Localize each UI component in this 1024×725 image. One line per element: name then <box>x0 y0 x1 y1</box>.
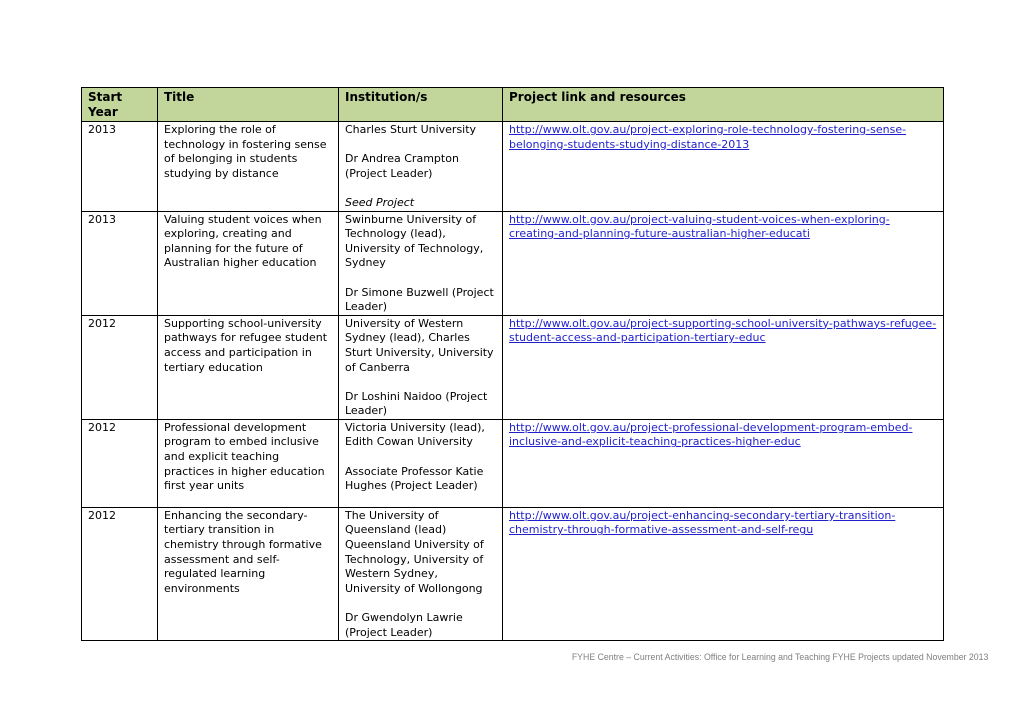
institution-text: The University of Queensland (lead) Queensland University of Technology, University of Western Sydney, University of Wollongong <box>345 508 484 595</box>
header-institutions: Institution/s <box>339 88 503 122</box>
institution-text: Swinburne University of Technology (lead), University of Technology, Sydney <box>345 212 484 270</box>
header-start-year: Start Year <box>82 88 158 122</box>
cell-year: 2012 <box>82 315 158 419</box>
cell-year: 2012 <box>82 419 158 507</box>
project-link[interactable]: http://www.olt.gov.au/project-enhancing-secondary-tertiary-transition-chemistry-through-formative-assessment-and-self-regu <box>509 508 896 537</box>
cell-title: Exploring the role of technology in fostering sense of belonging in students studying by distance <box>158 122 339 212</box>
cell-link <box>503 211 944 315</box>
header-project-link: Project link and resources <box>503 88 944 122</box>
project-link[interactable]: http://www.olt.gov.au/project-valuing-student-voices-when-exploring-creating-and-planning-future-australian-higher-educati <box>509 212 890 241</box>
cell-year: 2012 <box>82 507 158 640</box>
cell-institution <box>339 507 503 640</box>
project-leader: Dr Andrea Crampton (Project Leader) <box>345 152 459 180</box>
project-link[interactable]: http://www.olt.gov.au/project-supporting-school-university-pathways-refugee-student-access-and-participation-tertiary-educ <box>509 316 937 345</box>
project-note: Seed Project <box>345 195 415 209</box>
institution-text: Charles Sturt University <box>345 123 477 136</box>
cell-institution <box>339 315 503 419</box>
table-row <box>82 419 944 507</box>
cell-title: Enhancing the secondary-tertiary transition in chemistry through formative assessment and self-regulated learning environments <box>158 507 339 640</box>
project-leader: Dr Simone Buzwell (Project Leader) <box>345 285 494 314</box>
table-row <box>82 315 944 419</box>
cell-title: Valuing student voices when exploring, creating and planning for the future of Australian higher education <box>158 211 339 315</box>
project-link[interactable]: http://www.olt.gov.au/project-exploring-role-technology-fostering-sense-belonging-students-studying-distance-2013 <box>509 123 907 151</box>
institution-text: Victoria University (lead), Edith Cowan University <box>345 420 485 449</box>
cell-title: Supporting school-university pathways for refugee student access and participation in tertiary education <box>158 315 339 419</box>
header-title: Title <box>158 88 339 122</box>
project-leader: Dr Loshini Naidoo (Project Leader) <box>345 389 488 418</box>
cell-link <box>503 315 944 419</box>
project-leader: Associate Professor Katie Hughes (Project Leader) <box>345 464 484 493</box>
cell-link <box>503 122 944 212</box>
projects-table <box>81 87 944 641</box>
cell-institution <box>339 211 503 315</box>
cell-year: 2013 <box>82 211 158 315</box>
table-header-row <box>82 88 944 122</box>
table-row <box>82 122 944 212</box>
table-row <box>82 211 944 315</box>
institution-text: University of Western Sydney (lead), Charles Sturt University, University of Canberra <box>345 316 494 374</box>
page-footer: FYHE Centre – Current Activities: Office for Learning and Teaching FYHE Projects updated November 2013 <box>571 652 989 663</box>
cell-year: 2013 <box>82 122 158 212</box>
project-leader: Dr Gwendolyn Lawrie (Project Leader) <box>345 611 463 639</box>
table-row <box>82 507 944 640</box>
cell-institution <box>339 419 503 507</box>
cell-link <box>503 507 944 640</box>
project-link[interactable]: http://www.olt.gov.au/project-professional-development-program-embed-inclusive-and-explicit-teaching-practices-higher-educ <box>509 420 913 449</box>
cell-institution <box>339 122 503 212</box>
cell-title: Professional development program to embed inclusive and explicit teaching practices in higher education first year units <box>158 419 339 507</box>
cell-link <box>503 419 944 507</box>
